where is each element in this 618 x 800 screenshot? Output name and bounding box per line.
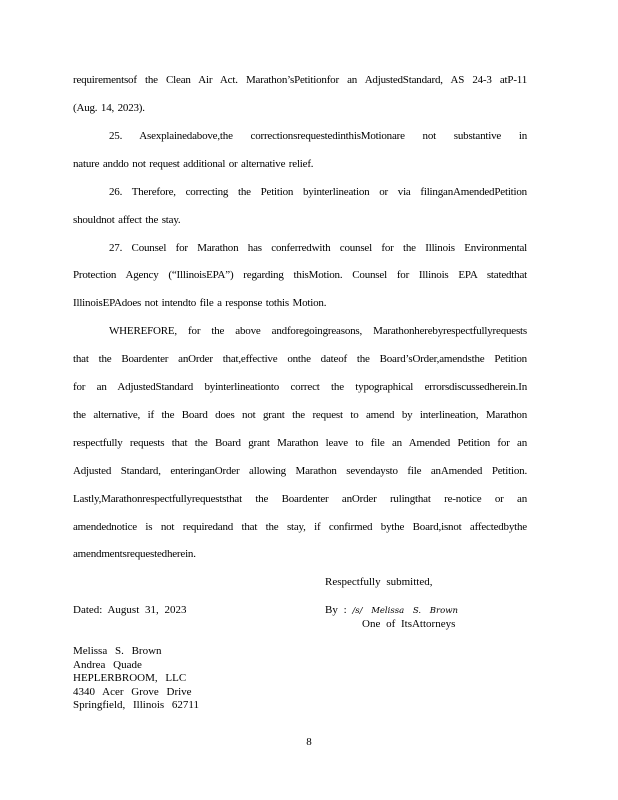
body-line: nature anddo not request additional or alternative relief. bbox=[73, 158, 314, 170]
body-line: amendednotice is not requiredand that the stay, if confirmed bythe Board,isnot affectedbythe bbox=[73, 521, 527, 533]
body-line: (Aug. 14, 2023). bbox=[73, 102, 145, 114]
address-line: Andrea Quade bbox=[73, 658, 142, 671]
body-line: amendmentsrequestedherein. bbox=[73, 548, 196, 560]
page-number: 8 bbox=[306, 736, 312, 748]
body-line: respectfully requests that the Board grant Marathon leave to file an Amended Petition for an bbox=[73, 437, 527, 449]
date-line: Dated: August 31, 2023 bbox=[73, 604, 187, 616]
body-line: Lastly,Marathonrespectfullyrequeststhat the Boardenter anOrder rulingthat re-notice or an bbox=[73, 493, 527, 505]
address-line: Springfield, Illinois 62711 bbox=[73, 699, 200, 711]
by-label: By : bbox=[325, 604, 347, 616]
body-line: requirementsof the Clean Air Act. Marathon’sPetitionfor an AdjustedStandard, AS 24-3 atP-11 bbox=[73, 74, 527, 86]
body-line: for an AdjustedStandard byinterlineationto correct the typographical errorsdiscussedherein.In bbox=[73, 381, 527, 393]
attorney-address-block bbox=[73, 645, 199, 713]
body-line: the alternative, if the Board does not grant the request to amend by interlineation, Marathon bbox=[73, 409, 527, 421]
closing-text: Respectfully submitted, bbox=[325, 576, 433, 588]
body-line: IllinoisEPAdoes not intendto file a response tothis Motion. bbox=[73, 297, 327, 309]
body-line: Adjusted Standard, enteringanOrder allowing Marathon sevendaysto file anAmended Petition. bbox=[73, 465, 527, 477]
signature-line bbox=[325, 603, 458, 618]
body-line: Protection Agency (“IllinoisEPA”) regarding thisMotion. Counsel for Illinois EPA statedthat bbox=[73, 269, 527, 281]
electronic-signature: /s/ Melissa S. Brown bbox=[352, 606, 458, 616]
paragraph-26-line: 26. Therefore, correcting the Petition byinterlineation or via filinganAmendedPetition bbox=[109, 186, 527, 198]
paragraph-25-line: 25. Asexplainedabove,the correctionsrequestedinthisMotionare not substantive in bbox=[109, 130, 527, 142]
address-line: HEPLERBROOM, LLC bbox=[73, 672, 187, 684]
body-line: shouldnot affect the stay. bbox=[73, 214, 181, 226]
paragraph-27-line: 27. Counsel for Marathon has conferredwith counsel for the Illinois Environmental bbox=[109, 242, 527, 254]
wherefore-line: WHEREFORE, for the above andforegoingreasons, Marathonherebyrespectfullyrequests bbox=[109, 325, 527, 337]
signer-role: One of ItsAttorneys bbox=[362, 618, 456, 630]
body-line: that the Boardenter anOrder that,effective onthe dateof the Board’sOrder,amendsthe Petition bbox=[73, 353, 527, 365]
address-line: Melissa S. Brown bbox=[73, 645, 162, 657]
address-line: 4340 Acer Grove Drive bbox=[73, 685, 192, 698]
